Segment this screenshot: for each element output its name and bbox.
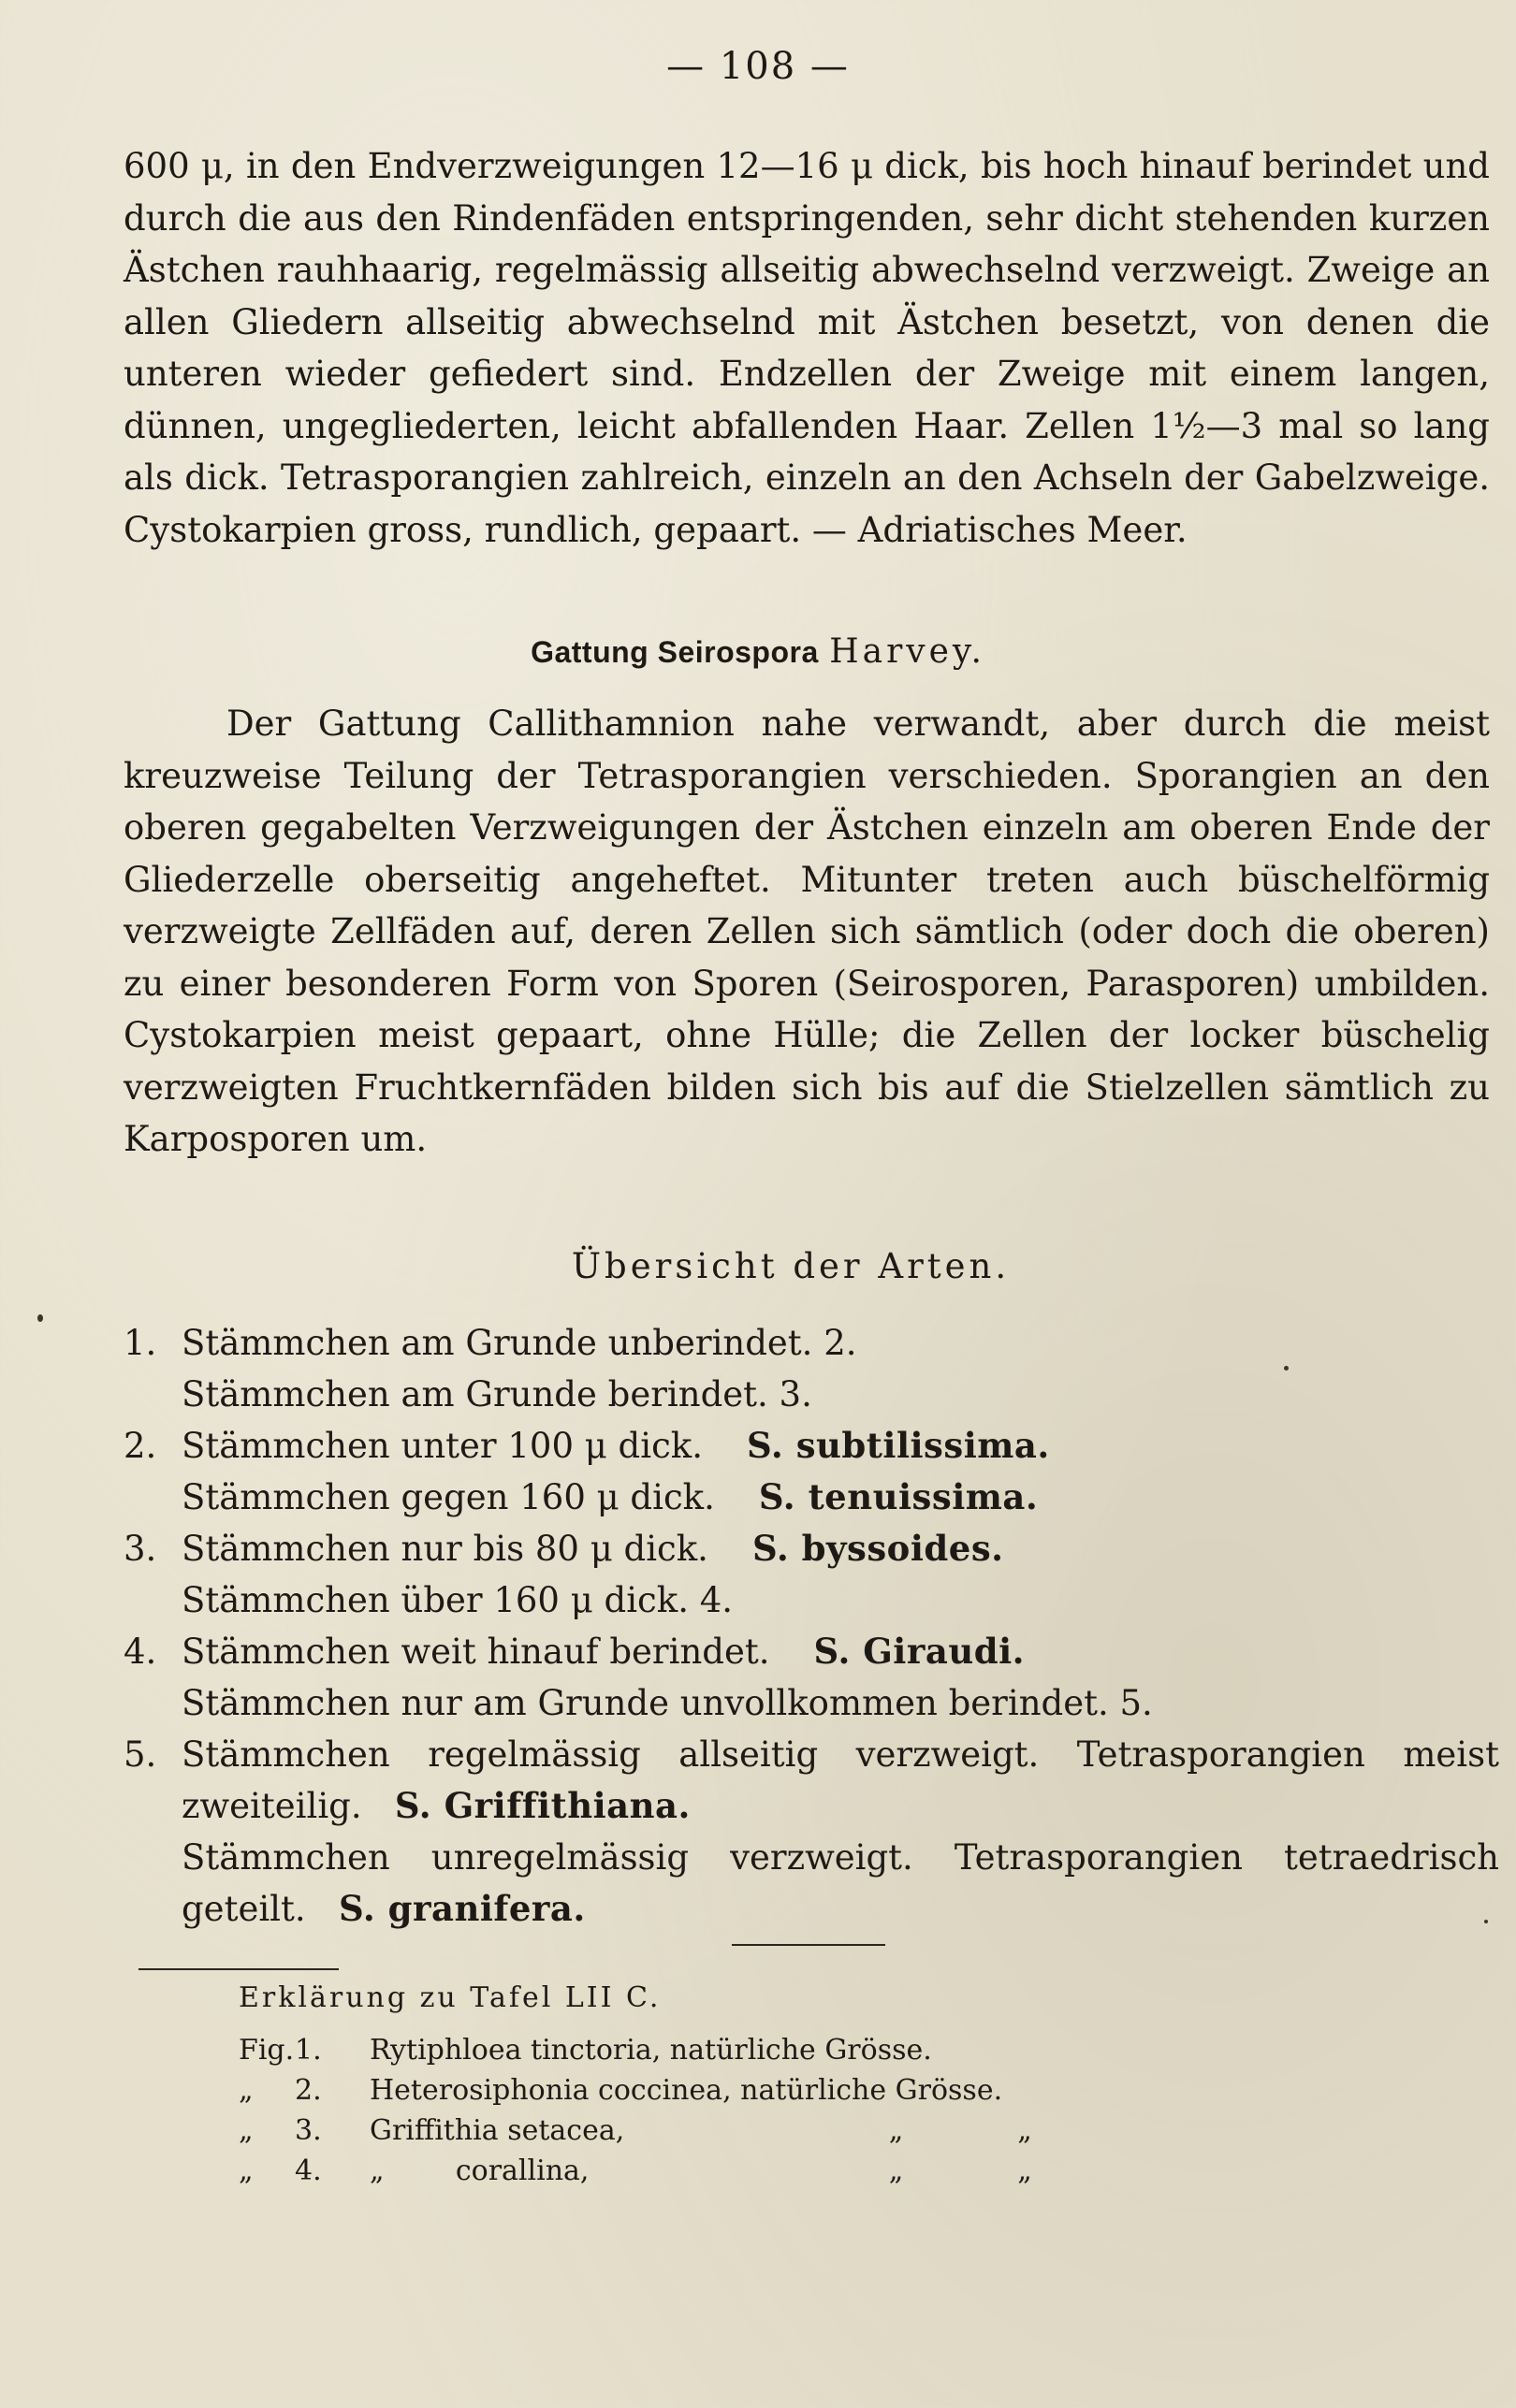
paper-speck <box>37 1314 43 1322</box>
key-row <box>124 1677 1499 1729</box>
plate-caption-row <box>239 2151 1081 2191</box>
species-name: S. subtilissima. <box>747 1425 1050 1466</box>
caption-text: Rytiphloea tinctoria, natürliche Grösse. <box>370 2034 932 2067</box>
plate-caption-row <box>239 2030 1081 2070</box>
ditto-mark: „ <box>1017 2154 1032 2187</box>
caption-prefix: „ <box>239 2074 254 2107</box>
key-text: Stämmchen weit hinauf berindet. <box>182 1632 770 1672</box>
paper-speck <box>1284 1366 1289 1371</box>
key-row <box>124 1523 1499 1574</box>
key-row <box>124 1369 1499 1420</box>
species-key <box>124 1317 1499 1935</box>
key-number <box>124 1574 182 1626</box>
key-text: Stämmchen nur am Grunde unvollkommen berindet. 5. <box>182 1683 1153 1723</box>
species-description-continued <box>124 140 1490 556</box>
caption-number: 2. <box>295 2074 322 2107</box>
genus-paragraph: Der Gattung Callithamnion nahe verwandt, aber durch die meist kreuzweise Teilung der Tetrasporangien verschieden. Sporangien an den oberen gegabelten Verzweigungen der Ästchen einzeln am oberen Ende der Gliederzelle oberseitig angeheftet. Mitunter treten auch büschelförmig verzweigte Zellfäden auf, deren Zellen sich sämtlich (oder doch die oberen) zu einer besonderen Form von Sporen (Seirosporen, Parasporen) umbilden. Cystokarpien meist gepaart, ohne Hülle; die Zellen der locker büschelig verzweigten Fruchtkernfäden bilden sich bis auf die Stielzellen sämtlich zu Karposporen um. <box>124 704 1490 1159</box>
paper-speck <box>1484 1920 1488 1923</box>
key-text: Stämmchen nur bis 80 μ dick. <box>182 1529 708 1569</box>
key-number <box>124 1472 182 1523</box>
ditto-mark: „ <box>1017 2114 1032 2147</box>
key-number: 4. <box>124 1632 157 1672</box>
caption-text: Heterosiphonia coccinea, natürliche Grösse. <box>370 2074 1003 2107</box>
key-text: Stämmchen unter 100 μ dick. <box>182 1426 703 1466</box>
section-divider <box>732 1944 885 1946</box>
genus-author: Harvey. <box>829 632 985 671</box>
ditto-mark: „ <box>888 2154 904 2187</box>
caption-prefix: „ <box>239 2154 254 2187</box>
footnote-rule <box>138 1968 339 1970</box>
key-number: 2. <box>124 1426 157 1466</box>
species-name: S. byssoides. <box>751 1528 1004 1569</box>
key-number <box>124 1677 182 1729</box>
genus-heading <box>0 632 1516 671</box>
genus-description <box>124 698 1490 1166</box>
page-number: — 108 — <box>666 45 850 88</box>
species-name: S. granifera. <box>338 1888 586 1929</box>
key-text: Stämmchen über 160 μ dick. 4. <box>182 1580 734 1620</box>
plate-caption-list <box>239 2030 1081 2191</box>
caption-text: „ corallina, <box>370 2154 590 2187</box>
caption-prefix: „ <box>239 2114 254 2147</box>
key-row <box>124 1574 1499 1626</box>
caption-number: 1. <box>295 2034 322 2067</box>
caption-number: 3. <box>295 2114 322 2147</box>
key-text: Stämmchen unregelmässig verzweigt. Tetrasporangien tetraedrisch geteilt. <box>182 1837 1499 1929</box>
key-row <box>124 1472 1499 1523</box>
key-row <box>124 1832 1499 1935</box>
caption-prefix: Fig. <box>239 2034 295 2067</box>
plate-caption-title: Erklärung zu Tafel LII C. <box>239 1981 662 2014</box>
caption-text: Griffithia setacea, <box>370 2114 625 2147</box>
ditto-mark: „ <box>888 2114 904 2147</box>
species-key-title: Übersicht der Arten. <box>571 1246 1011 1286</box>
key-text: Stämmchen gegen 160 μ dick. <box>182 1477 715 1517</box>
paragraph-continued: 600 μ, in den Endverzweigungen 12—16 μ dick, bis hoch hinauf berindet und durch die aus den Rindenfäden entspringenden, sehr dicht stehenden kurzen Ästchen rauhhaarig, regelmässig allseitig abwechselnd verzweigt. Zweige an allen Gliedern allseitig abwechselnd mit Ästchen besetzt, von denen die unteren wieder gefiedert sind. Endzellen der Zweige mit einem langen, dünnen, ungegliederten, leicht abfallenden Haar. Zellen 1½—3 mal so lang als dick. Tetrasporangien zahlreich, einzeln an den Achseln der Gabelzweige. Cystokarpien gross, rundlich, gepaart. — Adriatisches Meer. <box>124 146 1490 550</box>
genus-name: Gattung Seirospora <box>531 635 819 669</box>
key-number: 1. <box>124 1323 157 1363</box>
key-row <box>124 1729 1499 1832</box>
species-name: S. tenuissima. <box>758 1476 1039 1517</box>
species-name: S. Giraudi. <box>813 1631 1026 1672</box>
key-number: 3. <box>124 1529 157 1569</box>
plate-caption-row <box>239 2070 1081 2111</box>
key-row <box>124 1317 1499 1369</box>
plate-caption-row <box>239 2111 1081 2151</box>
key-number <box>124 1369 182 1420</box>
key-row <box>124 1420 1499 1472</box>
species-name: S. Griffithiana. <box>394 1785 691 1826</box>
key-row <box>124 1626 1499 1677</box>
key-number: 5. <box>124 1734 157 1775</box>
key-text: Stämmchen regelmässig allseitig verzweigt. Tetrasporangien meist zweiteilig. <box>182 1734 1499 1826</box>
caption-number: 4. <box>295 2154 322 2187</box>
key-text: Stämmchen am Grunde unberindet. 2. <box>182 1323 857 1363</box>
key-text: Stämmchen am Grunde berindet. 3. <box>182 1374 812 1414</box>
